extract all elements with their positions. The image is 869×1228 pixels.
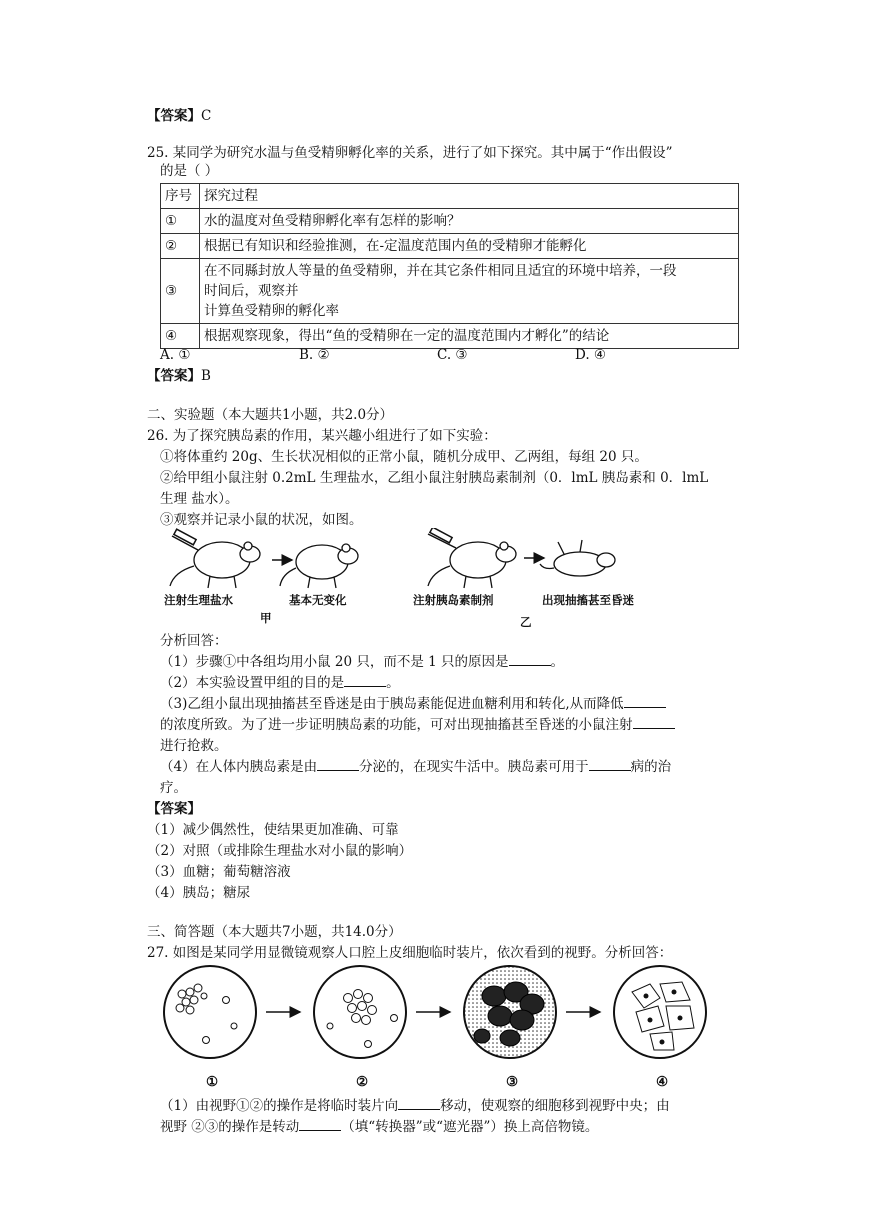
sub-text: （填“转换器”或“遮光器”）换上高倍物镜。 xyxy=(341,1119,599,1135)
q26-answer-2: （2）对照（或排除生理盐水对小鼠的影响） xyxy=(147,843,413,859)
caption-group-a: 甲 xyxy=(260,611,272,625)
q25-table xyxy=(160,183,739,349)
row-text xyxy=(200,259,739,324)
table-row xyxy=(161,209,739,234)
answer-label: 【答案】 xyxy=(147,108,201,124)
microscope-fields-figure xyxy=(160,962,730,1072)
microscope-field-4 xyxy=(614,966,706,1058)
q25-option-c: C. ③ xyxy=(437,347,468,363)
q25-option-b: B. ② xyxy=(299,347,330,363)
caption-group-b: 乙 xyxy=(520,615,532,629)
caption-inject-insulin: 注射胰岛素制剂 xyxy=(413,593,494,607)
mouse-icon xyxy=(170,542,260,588)
row-text-line: 计算鱼受精卵的孵化率 xyxy=(204,303,339,319)
sub-text: 视野 ②③的操作是转动 xyxy=(160,1119,300,1135)
q26-answer-label xyxy=(147,799,201,820)
row-text: 水的温度对鱼受精卵孵化率有怎样的影响？ xyxy=(200,209,739,234)
sub-text: 病的治 xyxy=(630,759,672,775)
row-number: ④ xyxy=(161,324,200,349)
sub-text: （1）由视野①②的操作是将临时装片向 xyxy=(160,1098,399,1114)
q26-answer-1: （1）减少偶然性，使结果更加准确、可靠 xyxy=(147,822,399,838)
sub-text: 。 xyxy=(386,675,400,691)
table-header-cell: 探究过程 xyxy=(200,184,739,209)
q26-step2-line2: 生理 盐水）。 xyxy=(160,491,239,507)
q26-sub3-line1 xyxy=(160,694,666,715)
q25-option-d: D. ④ xyxy=(575,347,607,363)
answer-blank xyxy=(299,1117,341,1131)
q27-sub1-line1 xyxy=(160,1096,670,1117)
q25-option-a: A. ① xyxy=(160,347,191,363)
caption-no-change: 基本无变化 xyxy=(289,593,347,607)
answer-value: C xyxy=(201,108,212,124)
section-title: 三、简答题（本大题共7小题，共14.0分） xyxy=(147,924,402,940)
row-number: ③ xyxy=(161,259,200,324)
caption-convulsion: 出现抽搐甚至昏迷 xyxy=(542,593,634,607)
mouse-experiment-figure xyxy=(160,528,620,628)
microscope-field-1 xyxy=(164,966,256,1058)
section-title: 二、实验题（本大题共1小题，共2.0分） xyxy=(147,407,394,423)
sub-text: 。 xyxy=(550,654,565,670)
q26-stem: 26. 为了探究胰岛素的作用，某兴趣小组进行了如下实验： xyxy=(147,428,497,444)
sub-text: 移动，使观察的细胞移到视野中央；由 xyxy=(440,1098,670,1114)
field-label-2: ② xyxy=(356,1074,369,1090)
q26-step2-line1: ②给甲组小鼠注射 0.2mL 生理盐水，乙组小鼠注射胰岛素制剂（0．lmL 胰岛素和 0．lmL xyxy=(160,470,709,486)
q25-stem-line1: 25. 某同学为研究水温与鱼受精卵孵化率的关系，进行了如下探究。其中属于“作出假设” xyxy=(147,145,673,161)
table-row xyxy=(161,259,739,324)
q26-sub1 xyxy=(160,652,564,673)
row-number: ① xyxy=(161,209,200,234)
table-row xyxy=(161,234,739,259)
answer-value: B xyxy=(201,368,211,384)
answer-label: 【答案】 xyxy=(147,368,201,384)
q26-analysis: 分析回答： xyxy=(160,633,228,649)
answer-blank xyxy=(633,715,675,729)
q26-sub4-line1 xyxy=(160,757,671,778)
mouse-icon xyxy=(280,544,358,588)
q26-answer-4: （4）胰岛；糖尿 xyxy=(147,885,251,901)
q26-sub3-line3: 进行抢救。 xyxy=(160,738,228,754)
syringe-icon xyxy=(428,528,456,548)
answer-label: 【答案】 xyxy=(147,801,201,817)
answer-blank xyxy=(398,1096,440,1110)
row-number: ② xyxy=(161,234,200,259)
q26-step1: ①将体重约 20g、生长状况相似的正常小鼠，随机分成甲、乙两组，每组 20 只。 xyxy=(160,449,648,465)
sub-text: （1）步骤①中各组均用小鼠 20 只，而不是 1 只的原因是 xyxy=(160,654,509,670)
answer-blank xyxy=(344,673,386,687)
q25-stem-line2: 的是（ ） xyxy=(160,163,219,179)
answer-blank xyxy=(624,694,666,708)
field-label-4: ④ xyxy=(656,1074,669,1090)
field-label-1: ① xyxy=(206,1074,219,1090)
answer-blank xyxy=(317,757,359,771)
q26-step3: ③观察并记录小鼠的状况，如图。 xyxy=(160,512,363,528)
table-header-cell: 序号 xyxy=(161,184,200,209)
field-label-3: ③ xyxy=(506,1074,519,1090)
mouse-icon xyxy=(428,542,516,588)
row-text: 根据已有知识和经验推测，在-定温度范围内鱼的受精卵才能孵化 xyxy=(200,234,739,259)
sub-text: （4）在人体内胰岛素是由 xyxy=(160,759,318,775)
q26-sub4-line2: 疗。 xyxy=(160,780,187,796)
row-text-line: 在不同縣封放人等量的鱼受精卵，并在其它条件相同且适宜的环境中培养，一段 xyxy=(204,263,677,279)
table-header-row xyxy=(161,184,739,209)
caption-inject-saline: 注射生理盐水 xyxy=(164,593,233,607)
q26-sub2 xyxy=(160,673,400,694)
microscope-field-3 xyxy=(464,966,556,1058)
q27-stem: 27. 如图是某同学用显微镜观察人口腔上皮细胞临时装片，依次看到的视野。分析回答： xyxy=(147,945,673,961)
sub-text: （3)乙组小鼠出现抽搐甚至昏迷是由于胰岛素能促进血糖利用和转化,从而降低 xyxy=(160,696,624,712)
q24-answer xyxy=(147,106,211,127)
microscope-field-2 xyxy=(314,966,406,1058)
sub-text: 的浓度所致。为了进一步证明胰岛素的功能，可对出现抽搐甚至昏迷的小鼠注射 xyxy=(160,717,633,733)
row-text: 根据观察现象，得出“鱼的受精卵在一定的温度范围内才孵化”的结论 xyxy=(200,324,739,349)
sub-text: （2）本实验设置甲组的目的是 xyxy=(160,675,345,691)
q26-answer-3: （3）血糖；葡萄糖溶液 xyxy=(147,864,291,880)
q25-answer xyxy=(147,366,211,387)
answer-blank xyxy=(509,652,551,666)
q27-sub1-line2 xyxy=(160,1117,598,1138)
sub-text: 分泌的，在现实牛活中。胰岛素可用于 xyxy=(359,759,589,775)
q26-sub3-line2 xyxy=(160,715,675,736)
syringe-icon xyxy=(172,529,198,550)
row-text-line: 时间后，观察并 xyxy=(204,283,299,299)
fallen-mouse-icon xyxy=(540,540,615,576)
answer-blank xyxy=(589,757,631,771)
